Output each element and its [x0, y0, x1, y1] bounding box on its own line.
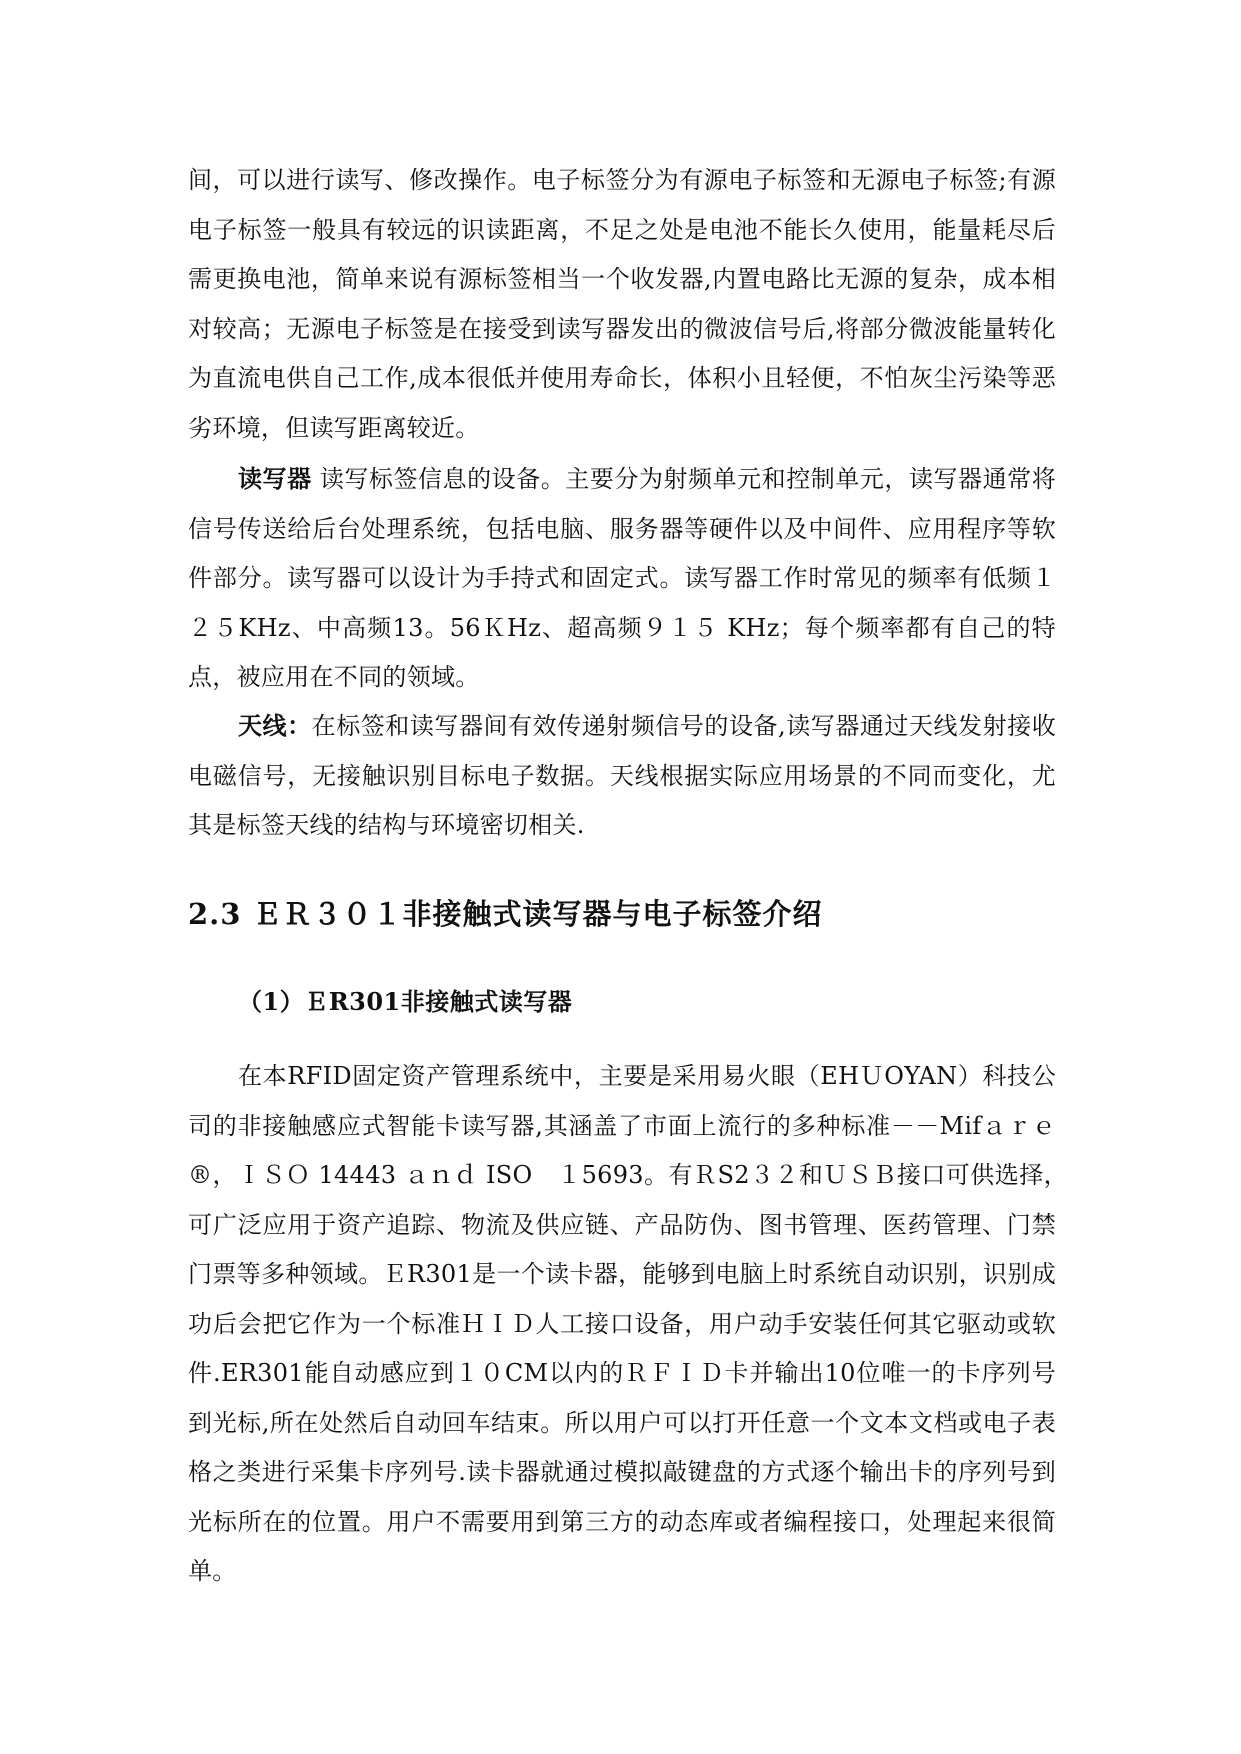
paragraph-electronic-tag: [188, 156, 1056, 453]
antenna-description: 在标签和读写器间有效传递射频信号的设备,读写器通过天线发射接收电磁信号，无接触识别目标电子数据。天线根据实际应用场景的不同而变化，尤其是标签天线的结构与环境密切相关.: [188, 712, 1056, 839]
term-reader: 读写器: [238, 464, 312, 493]
subsection-heading: （1）ＥR301非接触式读写器: [238, 987, 573, 1016]
paragraph-antenna: [188, 701, 1056, 851]
paragraph-er301: [188, 1052, 1081, 1597]
section-heading: 2.3 ＥＲ３０１非接触式读写器与电子标签介绍: [188, 897, 823, 931]
term-antenna: 天线：: [238, 711, 312, 740]
paragraph-text: 在本RFID固定资产管理系统中，主要是采用易火眼（EHＵOYAN）科技公司的非接触感应式智能卡读写器,其涵盖了市面上流行的多种标准－－Mifａｒｅ®，ＩＳＯ 14443 ａｎｄ ISO １5693。有ＲS2３２和ＵＳＢ接口可供选择， 可广泛应用于资产追踪、物流及供应链、产品防伪、图书管理、医药管理、门禁门票等多种领域。ＥR301是一个读卡器，能够到电脑上时系统自动识别，识别成功后会把它作为一个标准ＨＩＤ人工接口设备，用户动手安装任何其它驱动或软件.ER301能自动感应到１０CM以内的ＲＦＩＤ卡并输出10位唯一的卡序列号到光标,所在处然后自动回车结束。所以用户可以打开任意一个文本文档或电子表格之类进行采集卡序列号.读卡器就通过模拟敲键盘的方式逐个输出卡的序列号到光标所在的位置。用户不需要用到第三方的动态库或者编程接口，处理起来很简单。: [188, 1062, 1081, 1585]
paragraph-text: 间，可以进行读写、修改操作。电子标签分为有源电子标签和无源电子标签;有源电子标签一般具有较远的识读距离，不足之处是电池不能长久使用，能量耗尽后需更换电池，简单来说有源标签相当一个收发器,内置电路比无源的复杂，成本相对较高；无源电子标签是在接受到读写器发出的微波信号后,将部分微波能量转化为直流电供自己工作,成本很低并使用寿命长，体积小且轻便，不怕灰尘污染等恶劣环境，但读写距离较近。: [188, 166, 1056, 442]
paragraph-reader: [188, 454, 1056, 703]
reader-description: 读写标签信息的设备。主要分为射频单元和控制单元，读写器通常将信号传送给后台处理系统，包括电脑、服务器等硬件以及中间件、应用程序等软件部分。读写器可以设计为手持式和固定式。读写器工作时常见的频率有低频１２５KHz、中高频13。56ＫHz、超高频９１５ KHz；每个频率都有自己的特点，被应用在不同的领域。: [188, 465, 1056, 691]
